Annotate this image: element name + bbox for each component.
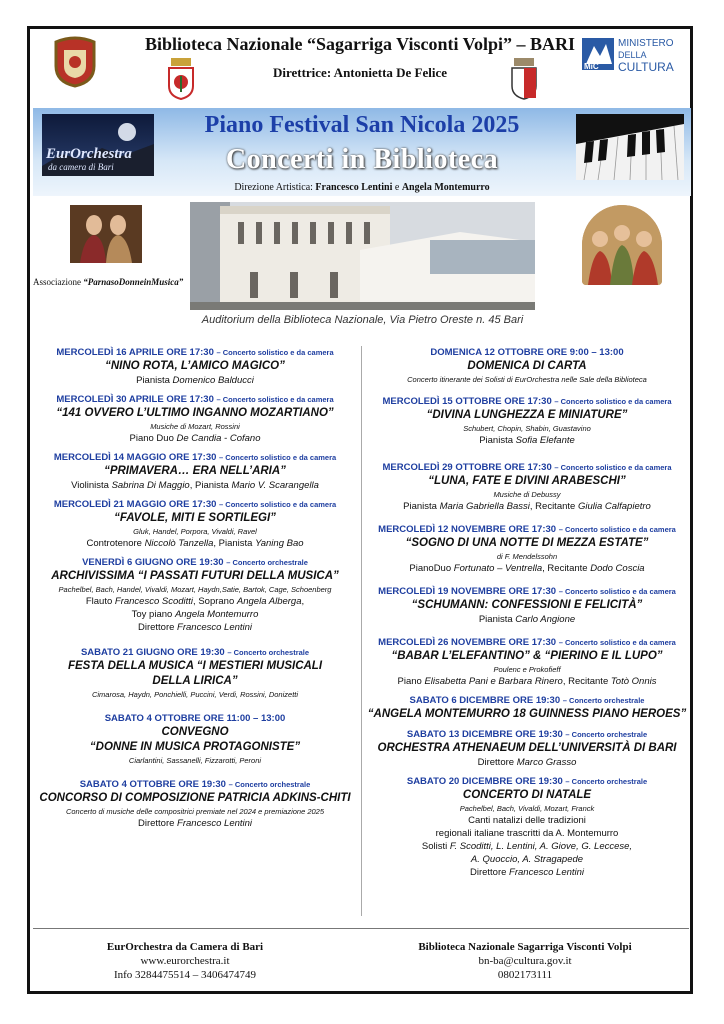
- event-performer: F. Scoditti, L. Lentini, A. Giove, G. Leccese,: [449, 841, 633, 852]
- event-item: [366, 775, 688, 879]
- event-item: [366, 461, 688, 513]
- event-performer: Elisabetta Pani e Barbara Rinero: [424, 676, 563, 687]
- event-date: MERCOLEDÌ 29 OTTOBRE ORE 17:30: [382, 462, 552, 473]
- event-program: Concerto itinerante dei Solisti di EurOrchestra nelle Sale della Biblioteca: [407, 375, 647, 384]
- event-type: – Concerto solistico e da camera: [216, 348, 334, 357]
- event-date: MERCOLEDÌ 26 NOVEMBRE ORE 17:30: [378, 637, 557, 648]
- event-date: DOMENICA 12 OTTOBRE ORE 9:00 – 13:00: [430, 347, 624, 358]
- column-divider: [361, 346, 362, 916]
- event-title: “FAVOLE, MITI E SORTILEGI”: [114, 512, 276, 524]
- event-program: Musiche di Debussy: [493, 490, 561, 499]
- event-program: Schubert, Chopin, Shabin, Guastavino: [463, 424, 591, 433]
- event-type: – Concerto orchestrale: [228, 780, 311, 789]
- event-title: “PRIMAVERA… ERA NELL’ARIA”: [104, 465, 286, 477]
- event-title-2: “DONNE IN MUSICA PROTAGONISTE”: [89, 741, 301, 753]
- event-date: MERCOLEDÌ 21 MAGGIO ORE 17:30: [53, 499, 217, 510]
- footer-divider: [33, 928, 689, 929]
- event-type: – Concerto solistico e da camera: [558, 638, 676, 647]
- event-type: – Concerto solistico e da camera: [216, 395, 334, 404]
- event-date: MERCOLEDÌ 14 MAGGIO ORE 17:30: [53, 452, 217, 463]
- event-date: MERCOLEDÌ 12 NOVEMBRE ORE 17:30: [378, 524, 557, 535]
- event-item: [34, 556, 356, 634]
- event-performer: Totò Onnis: [610, 676, 657, 687]
- event-title: CONCORSO DI COMPOSIZIONE PATRICIA ADKINS-CHITI: [39, 792, 351, 804]
- event-title: “NINO ROTA, L’AMICO MAGICO”: [105, 360, 285, 372]
- event-line-text: Direttore: [137, 818, 178, 829]
- direction-label: Direzione Artistica:: [234, 182, 313, 193]
- event-line-text: , Recitante: [542, 563, 591, 574]
- event-item: [366, 395, 688, 447]
- event-line-text: Piano Duo: [129, 433, 177, 444]
- ministry-line2: DELLA: [618, 50, 647, 60]
- event-title: ARCHIVISSIMA “I PASSATI FUTURI DELLA MUSICA”: [51, 570, 339, 582]
- event-line-text: , Recitante: [529, 501, 578, 512]
- event-date: SABATO 4 OTTOBRE ORE 19:30: [79, 779, 226, 790]
- event-program: Pachelbel, Bach, Handel, Vivaldi, Mozart, Haydn,Satie, Bartok, Cage, Schoenberg: [58, 585, 332, 594]
- event-date: MERCOLEDÌ 15 OTTOBRE ORE 17:30: [382, 396, 552, 407]
- event-program: di F. Mendelssohn: [496, 552, 558, 561]
- library-title: Biblioteca Nazionale “Sagarriga Visconti Volpi” – BARI: [144, 34, 576, 54]
- event-line-text: Pianista: [403, 501, 440, 512]
- event-performer: Mario V. Scarangella: [231, 480, 319, 491]
- event-type: – Concerto solistico e da camera: [558, 525, 676, 534]
- event-line-text: Direttore: [469, 867, 510, 878]
- event-type: – Concerto solistico e da camera: [558, 587, 676, 596]
- event-line-text: , Pianista: [213, 538, 256, 549]
- angels-painting-image: [582, 205, 662, 285]
- eurorchestra-logo-sub: da camera di Bari: [48, 162, 114, 172]
- event-performer: Giulia Calfapietro: [577, 501, 651, 512]
- ministry-line3: CULTURA: [618, 60, 674, 74]
- event-program: Gluk, Handel, Porpora, Vivaldi, Ravel: [133, 527, 257, 536]
- event-line-text: PianoDuo: [409, 563, 454, 574]
- event-program: Pachelbel, Bach, Vivaldi, Mozart, Franck: [459, 804, 595, 813]
- event-performer: Sabrina Di Maggio: [111, 480, 190, 491]
- festival-title: Piano Festival San Nicola 2025: [204, 112, 520, 138]
- event-type: – Concerto solistico e da camera: [554, 463, 672, 472]
- event-performer: Niccolò Tanzella: [144, 538, 214, 549]
- event-title: “DIVINA LUNGHEZZA E MINIATURE”: [426, 409, 628, 421]
- event-title: “SCHUMANN: CONFESSIONI E FELICITÀ”: [411, 599, 643, 611]
- event-performer: De Candia - Cofano: [176, 433, 261, 444]
- footer-right: [395, 940, 655, 982]
- event-type: – Concerto solistico e da camera: [219, 453, 337, 462]
- event-line-text: Canti natalizi delle tradizioni: [468, 815, 586, 826]
- event-line-text: regionali italiane trascritti da A. Montemurro: [435, 828, 619, 839]
- event-item: [366, 694, 688, 722]
- event-program: Concerto di musiche delle compositrici premiate nel 2024 e premiazione 2025: [65, 807, 325, 816]
- event-title: CONVEGNO: [161, 726, 229, 738]
- eurorchestra-logo-name: EurOrchestra: [46, 146, 132, 162]
- event-performer: Dodo Coscia: [590, 563, 645, 574]
- event-line-text: Direttore: [137, 622, 178, 633]
- event-type: – Concerto orchestrale: [565, 777, 648, 786]
- program-left-column: [34, 346, 356, 836]
- event-date: MERCOLEDÌ 19 NOVEMBRE ORE 17:30: [378, 586, 557, 597]
- women-painting-image: [70, 205, 142, 263]
- event-performer: Sofia Elefante: [515, 435, 575, 446]
- event-title: “LUNA, FATE E DIVINI ARABESCHI”: [428, 475, 626, 487]
- event-item: [34, 451, 356, 492]
- event-performer: Francesco Scoditti: [114, 596, 194, 607]
- director-line: Direttrice: Antonietta De Felice: [272, 65, 448, 80]
- footer-phone: Info 3284475514 – 3406474749: [113, 969, 257, 981]
- event-line-text: Toy piano: [131, 609, 175, 620]
- event-performer: Francesco Lentini: [509, 867, 585, 878]
- event-line-text: Solisti: [421, 841, 450, 852]
- event-item: [366, 728, 688, 769]
- footer-library-name: Biblioteca Nazionale Sagarriga Visconti Volpi: [418, 941, 632, 953]
- association-prefix: Associazione: [33, 277, 81, 287]
- event-performer: Angela Montemurro: [174, 609, 259, 620]
- event-title: “BABAR L’ELEFANTINO” & “PIERINO E IL LUPO”: [391, 650, 663, 662]
- event-date: SABATO 13 DICEMBRE ORE 19:30: [406, 729, 563, 740]
- artistic-direction: [33, 182, 691, 193]
- event-line-text: , Pianista: [189, 480, 232, 491]
- event-title: DOMENICA DI CARTA: [467, 360, 587, 372]
- director-1: Francesco Lentini: [315, 182, 393, 193]
- event-item: [366, 585, 688, 626]
- event-type: – Concerto orchestrale: [227, 648, 310, 657]
- event-date: MERCOLEDÌ 16 APRILE ORE 17:30: [56, 347, 214, 358]
- event-title: FESTA DELLA MUSICA “I MESTIERI MUSICALI DELLA LIRICA”: [67, 660, 323, 687]
- footer-website[interactable]: www.eurorchestra.it: [140, 955, 230, 967]
- event-item: [34, 346, 356, 387]
- event-item: [34, 712, 356, 766]
- event-line-text: Pianista: [136, 375, 173, 386]
- event-performer: Francesco Lentini: [177, 818, 253, 829]
- event-performer: A. Quoccio, A. Stragapede: [470, 854, 584, 865]
- event-date: VENERDÌ 6 GIUGNO ORE 19:30: [82, 557, 224, 568]
- ministry-line1: MINISTERO: [618, 38, 674, 49]
- event-program: Cimarosa, Haydn, Ponchielli, Puccini, Verdi, Rossini, Donizetti: [91, 690, 299, 699]
- event-title: “ANGELA MONTEMURRO 18 GUINNESS PIANO HEROES”: [367, 708, 687, 720]
- concerti-subtitle: Concerti in Biblioteca: [225, 144, 499, 175]
- footer-org-name: EurOrchestra da Camera di Bari: [106, 941, 264, 953]
- event-line-text: Pianista: [478, 614, 516, 625]
- event-program: Poulenc e Prokofieff: [493, 665, 561, 674]
- event-program: Ciarlantini, Sassanelli, Fizzarotti, Peroni: [128, 756, 262, 765]
- event-line-text: Flauto: [85, 596, 115, 607]
- footer-library-phone: 0802173111: [497, 969, 553, 981]
- auditorium-photo: [190, 202, 535, 310]
- event-performer: Marco Grasso: [516, 757, 577, 768]
- event-item: [34, 778, 356, 830]
- event-program: Musiche di Mozart, Rossini: [150, 422, 240, 431]
- event-date: MERCOLEDÌ 30 APRILE ORE 17:30: [56, 394, 214, 405]
- auditorium-caption: Auditorium della Biblioteca Nazionale, Via Pietro Oreste n. 45 Bari: [201, 314, 524, 326]
- event-type: – Concerto solistico e da camera: [219, 500, 337, 509]
- event-date: SABATO 20 DICEMBRE ORE 19:30: [406, 776, 563, 787]
- event-line-text: Violinista: [71, 480, 112, 491]
- event-date: SABATO 21 GIUGNO ORE 19:30: [80, 647, 225, 658]
- event-item: [366, 523, 688, 575]
- director-2: Angela Montemurro: [401, 182, 490, 193]
- event-line-text: Controtenore: [86, 538, 145, 549]
- event-item: [366, 636, 688, 688]
- event-line-text: , Soprano: [193, 596, 237, 607]
- event-title: “SOGNO DI UNA NOTTE DI MEZZA ESTATE”: [405, 537, 649, 549]
- footer-email[interactable]: bn-ba@cultura.gov.it: [478, 955, 572, 967]
- event-line-text: Piano: [397, 676, 425, 687]
- event-item: [34, 498, 356, 550]
- association-name: “ParnasoDonneinMusica”: [83, 277, 184, 287]
- association-label: [33, 277, 183, 287]
- event-title: CONCERTO DI NATALE: [462, 789, 592, 801]
- event-item: [366, 346, 688, 385]
- event-line-text: , Recitante: [562, 676, 611, 687]
- event-performer: Carlo Angione: [515, 614, 576, 625]
- event-line-text: Direttore: [477, 757, 517, 768]
- direction-and: e: [394, 182, 400, 193]
- event-type: – Concerto orchestrale: [562, 696, 645, 705]
- event-performer: Angela Alberga: [236, 596, 302, 607]
- event-performer: Yaning Bao: [255, 538, 304, 549]
- event-title: “141 OVVERO L’ULTIMO INGANNO MOZARTIANO”: [56, 407, 334, 419]
- event-type: – Concerto orchestrale: [565, 730, 648, 739]
- event-performer: Francesco Lentini: [177, 622, 253, 633]
- event-line-text: Pianista: [479, 435, 516, 446]
- event-item: [34, 393, 356, 445]
- event-performer: Maria Gabriella Bassi: [439, 501, 530, 512]
- footer-left: [60, 940, 310, 982]
- event-performer: Domenico Balducci: [172, 375, 254, 386]
- mic-logo-text: MiC: [584, 62, 599, 71]
- program-right-column: [366, 346, 688, 885]
- event-type: – Concerto solistico e da camera: [554, 397, 672, 406]
- event-performer: Fortunato – Ventrella: [453, 563, 543, 574]
- event-item: [34, 646, 356, 700]
- event-line-text: ,: [301, 596, 305, 607]
- event-title: ORCHESTRA ATHENAEUM DELL’UNIVERSITÀ DI BARI: [377, 742, 677, 754]
- event-date: SABATO 4 OTTOBRE ORE 11:00 – 13:00: [104, 713, 286, 724]
- event-type: – Concerto orchestrale: [226, 558, 308, 567]
- event-date: SABATO 6 DICEMBRE ORE 19:30: [409, 695, 561, 706]
